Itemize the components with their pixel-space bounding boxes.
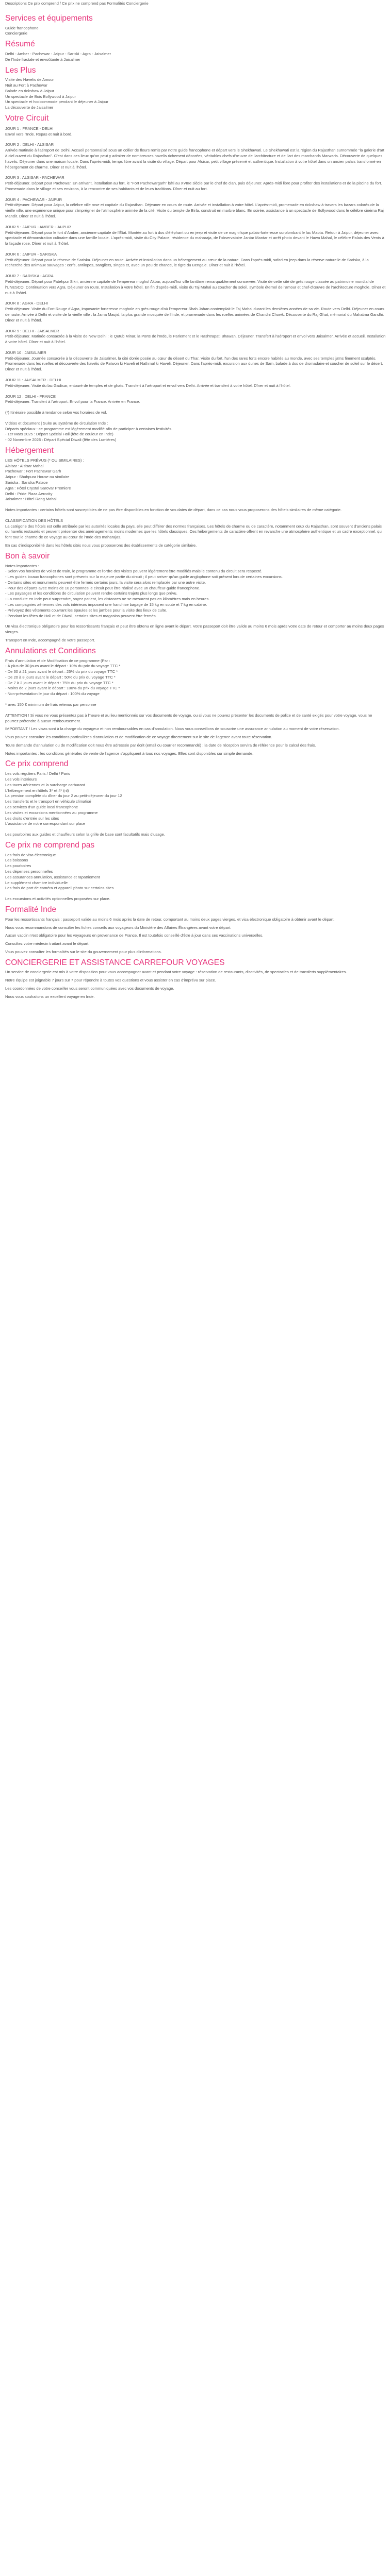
day-title: JOUR 5 : JAIPUR - AMBER - JAIPUR xyxy=(5,224,71,229)
formalites-line: Nous vous recommandons de consulter les fiches conseils aux voyageurs du Ministère des Affaires Étrangères avant votre départ. xyxy=(5,925,232,930)
list-item: Agra : Hôtel Crystal Sarovar Premiere xyxy=(5,485,71,490)
savoir-line: - Prévoyez des vêtements couvrant les épaules et les jambes pour la visite des lieux de culte. xyxy=(5,607,168,613)
resume-line: De l'Inde fractale et envoûtante à Jaisalmer xyxy=(5,57,80,62)
list-item: Les assurances annulation, assistance et rapatriement xyxy=(5,874,100,879)
list-item: Les dépenses personnelles xyxy=(5,869,53,874)
day-title: JOUR 6 : JAIPUR - SARISKA xyxy=(5,251,57,257)
conciergerie-title: CONCIERGERIE ET ASSISTANCE CARREFOUR VOYAGES xyxy=(5,958,225,967)
hebergement-title: Hébergement xyxy=(5,446,54,455)
day-body: Petit-déjeuner. Transfert à l'aéroport. Envol pour la France. Arrivée en France. xyxy=(5,399,140,404)
list-item: Les frais de port de caméra et appareil photo sur certains sites xyxy=(5,886,114,891)
annulation-star: * avec 150 € minimum de frais retenus par personne xyxy=(5,702,96,707)
section-plus xyxy=(5,66,386,111)
comprend-list xyxy=(5,771,386,827)
list-item: L'hébergement en hôtels 3* et 4* (nl) xyxy=(5,788,69,793)
day-title: JOUR 3 : ALSISAR - PACHEWAR xyxy=(5,175,64,180)
day-block xyxy=(5,350,386,372)
list-item: Jaisalmer : Hôtel Rang Mahal xyxy=(5,497,57,502)
annulation-para: Vous pouvez consulter les conditions particulières d'annulation et de modification de ce voyage directement sur le site de l'agence avant toute réservation. xyxy=(5,735,272,740)
hotel-list xyxy=(5,464,386,502)
circuit-note: - 1er Mars 2025 : Départ Spécial Holi (fête de couleur en Inde) xyxy=(5,432,113,437)
circuit-note: Vidéos et document | Suite au système de circulation Inde : xyxy=(5,420,108,426)
day-title: JOUR 4 : PACHEWAR - JAIPUR xyxy=(5,197,62,202)
conciergerie-line: Nous vous souhaitons un excellent voyage en Inde. xyxy=(5,994,95,999)
plus-list xyxy=(5,77,386,111)
intro-tabs: Descriptions Ce prix comprend / Ce prix ne comprend pas Formalités Conciergerie xyxy=(5,1,149,6)
formalites-line: Pour les ressortissants français : passeport valide au moins 6 mois après la date de retour, comportant au moins deux pages vierges, et visa électronique obligatoire à obtenir avant le départ. xyxy=(5,917,335,922)
formalites-end: Vous pouvez consulter les formalités sur le site du gouvernement pour plus d'informations. xyxy=(5,949,162,954)
list-item: Les vols réguliers Paris / Delhi / Paris xyxy=(5,771,70,776)
resume-title: Résumé xyxy=(5,40,35,49)
annulation-intro: Frais d'annulation et de Modification de ce programme (Par : xyxy=(5,658,110,663)
classification-title: CLASSIFICATION DES HÔTELS xyxy=(5,518,63,523)
day-body: Petit-déjeuner. Visite du Fort Rouge d'Agra, imposante forteresse moghole en grès rouge d'où l'empereur Shah Jahan contemplait le Taj Mahal durant les dernières années de sa vie. Route vers Delhi. Déjeuner en cours de route. Arrivée à Delhi et visite de la vieille ville : la Jama Masjid, la plus grande mosquée de l'Inde, et promenade dans les ruelles animées de Chandni Chowk. Découverte du Raj Ghat, mémorial du Mahatma Gandhi. Dîner et nuit à l'hôtel. xyxy=(5,307,384,323)
day-block xyxy=(5,197,386,219)
annulation-line: - De 7 à 2 jours avant le départ : 75% du prix du voyage TTC * xyxy=(5,680,113,685)
section-circuit xyxy=(5,114,386,443)
day-title: JOUR 2 : DELHI - ALSISAR xyxy=(5,142,54,147)
annulation-line: - À plus de 30 jours avant le départ : 10% du prix du voyage TTC * xyxy=(5,664,121,669)
list-item: Sariska : Sariska Palace xyxy=(5,480,48,485)
list-item: Les visites et excursions mentionnées au programme xyxy=(5,810,98,815)
list-item: La pension complète du dîner du jour 2 au petit-déjeuner du jour 12 xyxy=(5,793,122,799)
circuit-note: - 02 Novembre 2026 : Départ Spécial Diwali (fête des Lumières) xyxy=(5,437,117,443)
list-item: Alsisar : Alsisar Mahal xyxy=(5,463,44,468)
annulation-line: - De 20 à 8 jours avant le départ : 50% du prix du voyage TTC * xyxy=(5,674,116,680)
conciergerie-line: Les coordonnées de votre conseiller vous seront communiquées avec vos documents de voyage. xyxy=(5,986,174,991)
circuit-note: (*) Itinéraire possible à tendance selon vos horaires de vol. xyxy=(5,410,107,415)
section-comprend xyxy=(5,759,386,837)
savoir-title: Bon à savoir xyxy=(5,551,50,561)
list-item: Un spectacle et hoc'commode pendant le déjeuner à Jaipur xyxy=(5,99,108,105)
annulation-line: - Moins de 2 jours avant le départ : 100% du prix du voyage TTC * xyxy=(5,686,120,691)
hebergement-sub: LES HÔTELS PRÉVUS (* OU SIMILAIRES) : xyxy=(5,457,84,463)
section-annulation xyxy=(5,647,386,757)
savoir-line: Notes importantes : xyxy=(5,563,39,568)
plus-title: Les Plus xyxy=(5,65,36,75)
day-block xyxy=(5,378,386,389)
list-item: Nuit au Fort à Pachewar xyxy=(5,83,47,88)
conciergerie-line: Un service de conciergerie est mis à votre disposition pour vous accompagner avant et pendant votre voyage : réservation de restaurants, d'activités, de spectacles et de transferts supplémentaires. xyxy=(5,970,347,975)
annulation-line: - De 30 à 21 jours avant le départ : 25% du prix du voyage TTC * xyxy=(5,669,118,674)
day-body: Petit-déjeuner. Départ pour le fort d'Amber, ancienne capitale de l'État. Montée au fort à dos d'éléphant ou en jeep et visite de ce magnifique palais-forteresse surplombant le lac Maota. Retour à Jaipur, déjeuner avec spectacle et démonstration culinaire dans une famille locale. L'après-midi, visite du City Palace, résidence du maharaja, de l'observatoire Jantar Mantar et arrêt photo devant le Hawa Mahal, le célèbre Palais des Vents à la façade rose. Dîner et nuit à l'hôtel. xyxy=(5,230,384,246)
circuit-title: Votre Circuit xyxy=(5,114,49,123)
savoir-line: - La conduite en Inde peut surprendre, soyez patient, les distances ne se mesurent pas en kilomètres mais en heures. xyxy=(5,597,210,602)
day-body: Petit-déjeuner. Visite du lac Gadisar, entouré de temples et de ghats. Transfert à l'aéroport et envol vers Delhi. Arrivée et transfert à votre hôtel. Dîner et nuit à l'hôtel. xyxy=(5,383,291,388)
annulation-title: Annulations et Conditions xyxy=(5,646,96,655)
comprend-end: Les pourboires aux guides et chauffeurs selon la grille de base sont facultatifs mais d'usage. xyxy=(5,832,165,837)
annulation-important: IMPORTANT ! Les visas sont à la charge du voyageur et non remboursables en cas d'annulation. Nous vous conseillons de souscrire une assurance annulation au moment de votre réservation. xyxy=(5,726,340,732)
section-savoir xyxy=(5,552,386,643)
list-item: Les services d'un guide local francophone xyxy=(5,804,78,809)
classification-end: En cas d'indisponibilité dans les hôtels cités nous vous proposerons des établissements de catégorie similaire. xyxy=(5,543,197,548)
list-item: Conciergerie xyxy=(5,31,28,36)
list-item: Guide francophone xyxy=(5,25,39,30)
list-item: Visite des Havelis de Amour xyxy=(5,77,54,82)
savoir-line: - Pendant les fêtes de Holi et de Diwali, certains sites et magasins peuvent être fermés. xyxy=(5,613,157,618)
day-body: Arrivée matinale à l'aéroport de Delhi. Accueil personnalisé sous un collier de fleurs remis par notre guide francophone et départ vers le Shekhawati. Le Shekhawati est la région du Rajasthan surnommée "la galerie d'art à ciel ouvert du Rajasthan". C'est dans ces lieux qu'on peut y admirer de nombreuses havelis richement décorées, véritables chefs-d'œuvre de l'architecture et de l'art des marchands Marwaris. Découverte de quelques havelis. Déjeuner dans une maison locale. Dans l'après-midi, temps libre avant la visite du village. Départ pour Alsisar, petit village préservé et authentique. Installation à votre hôtel dans un ancien palais transformé en hébergement de charme. Dîner et nuit à l'hôtel. xyxy=(5,148,385,170)
page xyxy=(0,0,391,1003)
day-body: Petit-déjeuner. Départ pour Pachewar. En arrivant, installation au fort, le "Fort Pachewargarh" bâti au XVIIIe siècle par le chef de clan, puis déjeuner. Après-midi libre pour profiter des installations et de la piscine du fort. Promenade dans le village et ses environs, à la rencontre de ses habitants et de leurs traditions. Dîner et nuit au fort. xyxy=(5,181,382,191)
section-pas xyxy=(5,841,386,902)
formalites-title: Formalité Inde xyxy=(5,905,57,914)
formalites-line: Aucun vaccin n'est obligatoire pour les voyageurs en provenance de France. Il est toutefois conseillé d'être à jour dans ses vaccinations universelles. xyxy=(5,933,264,938)
section-conciergerie xyxy=(5,958,386,1000)
day-title: JOUR 9 : DELHI - JAISALMER xyxy=(5,328,59,333)
annulation-para: Notes importantes : les conditions générales de vente de l'agence s'appliquent à tous nos voyages. Elles sont disponibles sur simple demande. xyxy=(5,751,254,756)
day-title: JOUR 10 : JAISALMER xyxy=(5,350,46,355)
list-item: Un spectacle de Bois Bollywood à Jaipur xyxy=(5,94,76,99)
savoir-line: - Certains sites et monuments peuvent être fermés certains jours, la visite sera alors remplacée par une autre visite. xyxy=(5,580,206,585)
list-item: Les vols intérieurs xyxy=(5,777,37,782)
savoir-line: - Les paysages et les conditions de circulation peuvent rendre certains trajets plus longs que prévu. xyxy=(5,591,177,596)
list-item: Les boissons xyxy=(5,858,28,863)
day-block xyxy=(5,175,386,192)
list-item: Balade en rickshaw à Jaipur xyxy=(5,88,54,93)
day-block xyxy=(5,126,386,138)
day-body: Petit-déjeuner. Départ pour Jaipur, la célèbre ville rose et capitale du Rajasthan. Déjeuner en cours de route. Arrivée et installation à votre hôtel. L'après-midi, promenade en rickshaw à travers les bazars colorés de la vieille ville, une expérience unique pour s'imprégner de l'atmosphère animée de la cité. Visite du temple de Birla, construit en marbre blanc. En soirée, assistance à un spectacle de Bollywood dans le célèbre cinéma Raj Mandir. Dîner et nuit à l'hôtel. xyxy=(5,202,384,218)
day-title: JOUR 12 : DELHI - FRANCE xyxy=(5,394,56,399)
formalites-line: Consultez votre médecin traitant avant le départ. xyxy=(5,941,90,946)
pas-list xyxy=(5,853,386,891)
list-item: Jaipur : Shahpura House ou similaire xyxy=(5,474,70,480)
list-item: Les droits d'entrée sur les sites xyxy=(5,816,59,821)
annulation-warning: ATTENTION ! Si vous ne vous présentez pas à l'heure et au lieu mentionnés sur vos documents de voyage, ou si vous ne pouvez présenter les documents de police et de santé exigés pour votre voyage, vous ne pourrez prétendre à aucun remboursement. xyxy=(5,713,372,723)
day-body: Petit-déjeuner. Matinée consacrée à la visite de New Delhi : le Qutub Minar, la Porte de l'Inde, le Parlement et le Rashtrapati Bhawan. Déjeuner. Transfert à l'aéroport et envol vers Jaisalmer. Arrivée et accueil. Installation à votre hôtel. Dîner et nuit à l'hôtel. xyxy=(5,334,386,345)
day-body: Petit-déjeuner. Départ pour Fatehpur Sikri, ancienne capitale de l'empereur moghol Akbar, aujourd'hui ville fantôme remarquablement conservée. Visite de cette cité de grès rouge classée au patrimoine mondial de l'UNESCO. Continuation vers Agra. Déjeuner en route. Installation à votre hôtel. En fin d'après-midi, visite du Taj Mahal au coucher du soleil, symbole éternel de l'amour et chef-d'œuvre de l'architecture moghole. Dîner et nuit à l'hôtel. xyxy=(5,279,386,295)
day-title: JOUR 1 : FRANCE - DELHI xyxy=(5,126,54,131)
day-body: Envol vers l'Inde. Repas et nuit à bord. xyxy=(5,131,73,137)
day-title: JOUR 8 : AGRA - DELHI xyxy=(5,301,48,306)
savoir-line: - Selon vos horaires de vol et de train, le programme et l'ordre des visites peuvent légèrement être modifiés mais le contenu du circuit sera respecté. xyxy=(5,569,263,574)
list-item: Les transferts et le transport en véhicule climatisé xyxy=(5,799,91,804)
list-item: Les taxes aériennes et la surcharge carburant xyxy=(5,782,85,787)
list-item: Les frais de visa électronique xyxy=(5,852,56,857)
classification-body: La catégorie des hôtels est celle attribuée par les autorités locales du pays, elle peut différer des normes françaises. Les hôtels de charme ou de caractère, notamment ceux du Rajasthan, sont souvent d'anciens palais ou havelis restaurés et peuvent présenter des aménagements moins modernes que les hôtels classiques. Ces hébergements de caractère offrent en revanche une atmosphère authentique et un cadre exceptionnel, qui font tout le charme de ce voyage au cœur de l'Inde des maharajas. xyxy=(5,523,383,540)
hebergement-note: Notes importantes : certains hôtels sont susceptibles de ne pas être disponibles en fonction de vos dates de départ, dans ce cas nous vous proposerons des hôtels similaires de même catégorie. xyxy=(5,507,342,513)
section-hebergement xyxy=(5,446,386,549)
day-block xyxy=(5,142,386,170)
resume-line: Delhi - Amber - Pachewar - Jaipur - Sariski - Agra - Jaisalmer xyxy=(5,51,111,56)
circuit-note: Départs spéciaux : ce programme est légèrement modifié afin de participer à certaines festivités. xyxy=(5,426,173,431)
list-item: Les pourboires xyxy=(5,863,31,869)
day-block xyxy=(5,225,386,247)
list-item: Delhi : Pride Plaza Aerocity xyxy=(5,491,53,496)
savoir-line: - Pour des départs avec moins de 10 personnes le circuit peut être réalisé avec un chauffeur-guide francophone. xyxy=(5,585,201,590)
section-formalites xyxy=(5,905,386,955)
day-block xyxy=(5,394,386,405)
day-block xyxy=(5,301,386,323)
day-block xyxy=(5,252,386,268)
annulation-line: - Non-présentation le jour du départ : 100% du voyage xyxy=(5,691,100,697)
services-title: Services et équipements xyxy=(5,13,93,23)
savoir-end: Transport en Inde, accompagné de votre passeport. xyxy=(5,637,95,642)
day-body: Petit-déjeuner. Départ pour la réserve de Sariska. Déjeuner en route. Arrivée et installation dans un hébergement au cœur de la nature. Dans l'après-midi, safari en jeep dans la réserve naturelle de Sariska, à la recherche des animaux sauvages : cerfs, antilopes, sangliers, singes et, avec un peu de chance, le tigre du Bengale. Dîner et nuit à l'hôtel. xyxy=(5,257,369,268)
pas-title: Ce prix ne comprend pas xyxy=(5,840,95,850)
list-item: Pachewar : Fort Pachewar Garh xyxy=(5,469,61,474)
annulation-para: Toute demande d'annulation ou de modification doit nous être adressée par écrit (email ou courrier recommandé) ; la date de réception servira de référence pour le calcul des frais. xyxy=(5,742,316,748)
section-services xyxy=(5,14,386,37)
day-body: Petit-déjeuner. Journée consacrée à la découverte de Jaisalmer, la cité dorée posée au cœur du désert du Thar. Visite du fort, l'un des rares forts encore habités au monde, avec ses temples jaïns finement sculptés. Promenade dans les ruelles et découverte des havelis de Patwon ki Haveli et Nathmal ki Haveli. Déjeuner. Dans l'après-midi, excursion aux dunes de Sam, balade à dos de dromadaire et coucher de soleil sur le désert. Dîner et nuit à l'hôtel. xyxy=(5,355,383,372)
savoir-line: - Les compagnies aériennes des vols intérieurs imposent une franchise bagage de 15 kg en soute et 7 kg en cabine. xyxy=(5,602,207,607)
comprend-title: Ce prix comprend xyxy=(5,759,69,769)
day-title: JOUR 11 : JAISALMER - DELHI xyxy=(5,377,61,382)
list-item: La découverte de Jaisalmer xyxy=(5,105,54,110)
savoir-note: Un visa électronique obligatoire pour les ressortissants français et peut être obtenu en ligne avant le départ. Votre passeport doit être valide au moins 6 mois après votre date de retour et comporter au moins deux pages vierges. xyxy=(5,624,384,635)
day-block xyxy=(5,329,386,345)
section-resume xyxy=(5,40,386,62)
day-title: JOUR 7 : SARISKA - AGRA xyxy=(5,274,54,279)
services-list xyxy=(5,26,386,37)
day-block xyxy=(5,274,386,296)
list-item: L'assistance de notre correspondant sur place xyxy=(5,821,86,826)
pas-end: Les excursions et activités optionnelles proposées sur place. xyxy=(5,896,110,902)
conciergerie-line: Notre équipe est joignable 7 jours sur 7 pour répondre à toutes vos questions et vous assister en cas d'imprévu sur place. xyxy=(5,978,216,983)
list-item: Le supplément chambre individuelle xyxy=(5,880,68,885)
savoir-line: - Les guides locaux francophones sont présents sur la majeure partie du circuit ; il peut arriver qu'un guide anglophone soit présent lors de certaines excursions. xyxy=(5,574,283,580)
